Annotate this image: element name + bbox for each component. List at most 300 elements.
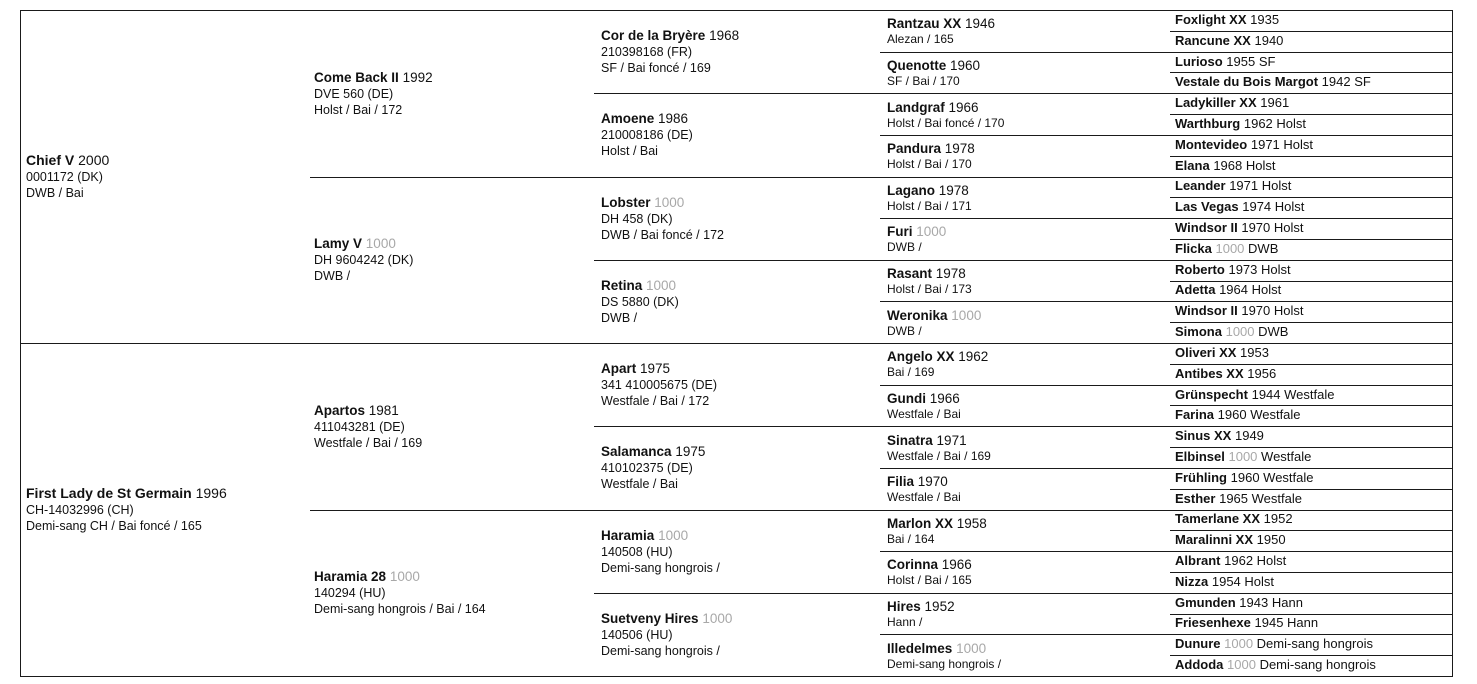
horse-name: Montevideo (1175, 137, 1248, 152)
horse-name: Vestale du Bois Margot (1175, 74, 1319, 89)
horse-entry (887, 474, 961, 505)
row-separator (1170, 530, 1452, 531)
horse-name-line (1175, 553, 1286, 568)
horse-entry-parent (26, 152, 109, 201)
horse-detail: DH 9604242 (DK) (314, 253, 414, 267)
horse-name-line (1175, 54, 1275, 69)
horse-breed: Westfale (1263, 470, 1314, 485)
horse-name-line (887, 557, 972, 573)
horse-name: Maralinni XX (1175, 532, 1254, 547)
horse-name: Quenotte (887, 58, 947, 73)
horse-year: 1943 (1239, 595, 1269, 610)
horse-name: Tamerlane XX (1175, 511, 1261, 526)
horse-name-line (887, 100, 1004, 116)
horse-name: Antibes XX (1175, 366, 1244, 381)
horse-name-line (1175, 657, 1376, 672)
horse-name: Haramia (601, 528, 655, 543)
horse-entry (1175, 657, 1376, 672)
horse-name-line (887, 349, 988, 365)
horse-name-line (1175, 615, 1318, 630)
horse-detail: Holst / Bai / 170 (887, 157, 972, 171)
horse-year: 1958 (956, 516, 987, 531)
horse-year: 1945 (1254, 615, 1284, 630)
horse-year: 1952 (1263, 511, 1293, 526)
horse-detail: Demi-sang CH / Bai foncé / 165 (26, 519, 202, 533)
horse-breed: Demi-sang hongrois (1256, 636, 1374, 651)
horse-entry (1175, 511, 1293, 526)
row-separator (1170, 489, 1452, 490)
horse-year: 1960 (1230, 470, 1260, 485)
horse-year: 1000 (1228, 449, 1258, 464)
horse-entry (601, 443, 705, 492)
horse-name-line (887, 141, 975, 157)
horse-year: 1973 (1228, 262, 1258, 277)
horse-year: 1000 (956, 641, 987, 656)
border-right (1452, 10, 1453, 677)
horse-name: Corinna (887, 557, 939, 572)
horse-detail: 411043281 (DE) (314, 420, 405, 434)
horse-detail: DS 5880 (DK) (601, 295, 679, 309)
horse-detail: 140294 (HU) (314, 586, 386, 600)
horse-entry (887, 308, 981, 339)
horse-year: 1965 (1219, 491, 1249, 506)
horse-entry (1175, 491, 1302, 506)
horse-year: 1962 (1224, 553, 1254, 568)
horse-breed: Westfale (1261, 449, 1312, 464)
horse-detail: Demi-sang hongrois / (601, 644, 720, 658)
horse-breed: Holst (1261, 178, 1292, 193)
horse-year: 1992 (402, 70, 433, 85)
horse-year: 1970 (917, 474, 948, 489)
horse-detail: 210398168 (FR) (601, 45, 693, 59)
horse-year: 1000 (1225, 324, 1255, 339)
row-separator (1170, 655, 1452, 656)
horse-name-line (1175, 470, 1314, 485)
horse-name-line (601, 27, 739, 44)
horse-name-line (887, 516, 987, 532)
horse-breed: Holst (1245, 158, 1276, 173)
horse-entry (1175, 199, 1304, 214)
row-separator (1170, 114, 1452, 115)
horse-detail: DWB / Bai foncé / 172 (601, 228, 724, 242)
row-separator (880, 52, 1452, 53)
horse-name-line (601, 277, 679, 294)
horse-year: 2000 (78, 152, 110, 168)
horse-entry (887, 391, 961, 422)
horse-year: 1961 (1260, 95, 1290, 110)
horse-name-line (26, 152, 109, 169)
horse-breed: SF (1258, 54, 1276, 69)
horse-name: Sinatra (887, 433, 933, 448)
horse-year: 1974 (1242, 199, 1272, 214)
horse-name-line (1175, 324, 1288, 339)
horse-year: 1000 (916, 224, 947, 239)
horse-entry (601, 27, 739, 76)
row-separator (1170, 447, 1452, 448)
horse-entry (887, 349, 988, 380)
horse-year: 1966 (948, 100, 979, 115)
row-separator (880, 551, 1452, 552)
horse-name-line (887, 474, 961, 490)
horse-entry (887, 266, 972, 297)
horse-name: Lagano (887, 183, 936, 198)
horse-name-line (1175, 220, 1304, 235)
horse-name: Furi (887, 224, 913, 239)
horse-name: Illedelmes (887, 641, 953, 656)
horse-name-line (887, 308, 981, 324)
horse-name: Gmunden (1175, 595, 1236, 610)
horse-detail: Westfale / Bai / 169 (887, 449, 991, 463)
horse-name-line (1175, 532, 1286, 547)
horse-entry (887, 557, 972, 588)
horse-detail: DVE 560 (DE) (314, 87, 394, 101)
horse-detail: DWB / Bai (26, 186, 84, 200)
horse-name-line (601, 110, 693, 127)
horse-detail: Westfale / Bai (601, 477, 678, 491)
horse-entry (887, 433, 991, 464)
horse-detail: Demi-sang hongrois / Bai / 164 (314, 602, 486, 616)
horse-name: Frühling (1175, 470, 1227, 485)
horse-detail: Westfale / Bai / 169 (314, 436, 423, 450)
horse-entry (1175, 449, 1311, 464)
horse-entry (887, 141, 975, 172)
horse-name: Lamy V (314, 236, 363, 251)
row-separator (1170, 72, 1452, 73)
horse-year: 1000 (389, 569, 420, 584)
horse-entry (1175, 428, 1264, 443)
horse-year: 1000 (658, 528, 689, 543)
horse-name: Las Vegas (1175, 199, 1239, 214)
horse-name: Leander (1175, 178, 1226, 193)
horse-year: 1956 (1247, 366, 1277, 381)
horse-name-line (601, 610, 732, 627)
border-top (20, 10, 1452, 11)
horse-year: 1955 (1226, 54, 1256, 69)
horse-name: Apart (601, 361, 637, 376)
horse-entry (887, 100, 1004, 131)
horse-name-line (1175, 137, 1313, 152)
horse-year: 1960 (1217, 407, 1247, 422)
horse-detail: 210008186 (DE) (601, 128, 693, 142)
horse-detail: Bai / 164 (887, 532, 935, 546)
horse-year: 1954 (1211, 574, 1241, 589)
horse-name: Hires (887, 599, 921, 614)
horse-name: Come Back II (314, 70, 399, 85)
horse-name-line (887, 599, 955, 615)
horse-breed: SF (1354, 74, 1371, 89)
horse-breed: Holst (1273, 303, 1304, 318)
horse-entry (887, 224, 946, 255)
horse-name-line (1175, 262, 1291, 277)
horse-year: 1975 (675, 444, 706, 459)
horse-detail: 140508 (HU) (601, 545, 673, 559)
horse-name-line (887, 183, 972, 199)
horse-year: 1000 (951, 308, 982, 323)
horse-name: Roberto (1175, 262, 1225, 277)
horse-year: 1986 (658, 111, 689, 126)
horse-detail: Holst / Bai (601, 144, 658, 158)
horse-breed: DWB (1248, 241, 1279, 256)
horse-entry (1175, 95, 1289, 110)
horse-name: Adetta (1175, 282, 1216, 297)
horse-detail: Bai / 169 (887, 365, 935, 379)
horse-name-line (1175, 574, 1274, 589)
horse-name: Friesenhexe (1175, 615, 1251, 630)
horse-name: Albrant (1175, 553, 1221, 568)
horse-entry (1175, 220, 1304, 235)
horse-name: Gundi (887, 391, 926, 406)
horse-entry (887, 58, 980, 89)
horse-entry (601, 110, 693, 159)
horse-detail: DH 458 (DK) (601, 212, 673, 226)
horse-name: Addoda (1175, 657, 1224, 672)
horse-breed: Holst (1261, 262, 1291, 277)
horse-year: 1966 (929, 391, 960, 406)
horse-entry (1175, 553, 1286, 568)
horse-name-line (1175, 241, 1278, 256)
horse-detail: Westfale / Bai (887, 490, 961, 504)
horse-name: Dunure (1175, 636, 1221, 651)
horse-breed: DWB (1258, 324, 1289, 339)
horse-name: Grünspecht (1175, 387, 1248, 402)
horse-year: 1946 (965, 16, 996, 31)
horse-breed: Hann (1271, 595, 1303, 610)
horse-name: Apartos (314, 403, 366, 418)
horse-name: Amoene (601, 111, 655, 126)
horse-name: Salamanca (601, 444, 672, 459)
horse-entry (887, 516, 987, 547)
horse-year: 1000 (1224, 636, 1254, 651)
horse-entry (314, 568, 486, 617)
horse-name: Chief V (26, 152, 75, 168)
row-separator (1170, 405, 1452, 406)
horse-breed: Westfale (1250, 407, 1301, 422)
horse-name-line (26, 485, 227, 502)
horse-name-line (1175, 282, 1281, 297)
horse-entry (1175, 241, 1278, 256)
row-separator (880, 135, 1452, 136)
horse-name: Retina (601, 278, 643, 293)
horse-detail: CH-14032996 (CH) (26, 503, 134, 517)
horse-detail: DWB / (887, 324, 922, 338)
horse-year: 1000 (654, 195, 685, 210)
horse-breed: Holst (1274, 199, 1305, 214)
horse-year: 1000 (1227, 657, 1256, 672)
row-separator (1170, 364, 1452, 365)
horse-entry (1175, 12, 1279, 27)
horse-entry (601, 527, 720, 576)
horse-detail: Holst / Bai foncé / 170 (887, 116, 1005, 130)
horse-name-line (1175, 199, 1304, 214)
horse-name-line (1175, 387, 1334, 402)
horse-name-line (601, 360, 717, 377)
horse-year: 1962 (1243, 116, 1273, 131)
horse-detail: Holst / Bai / 165 (887, 573, 972, 587)
horse-entry (1175, 387, 1334, 402)
horse-name-line (1175, 12, 1279, 27)
horse-entry (314, 402, 422, 451)
horse-breed: Westfale (1284, 387, 1335, 402)
horse-year: 1968 (1213, 158, 1243, 173)
horse-year: 1968 (709, 28, 740, 43)
horse-name-line (1175, 345, 1269, 360)
horse-entry (1175, 470, 1314, 485)
horse-name-line (887, 391, 961, 407)
row-separator (1170, 197, 1452, 198)
horse-entry (1175, 324, 1288, 339)
horse-detail: DWB / (601, 311, 638, 325)
horse-year: 1944 (1251, 387, 1281, 402)
horse-entry (887, 599, 955, 630)
horse-name-line (601, 527, 720, 544)
horse-name: Foxlight XX (1175, 12, 1247, 27)
horse-name: Flicka (1175, 241, 1212, 256)
horse-year: 1000 (702, 611, 733, 626)
horse-year: 1966 (941, 557, 972, 572)
horse-year: 1996 (195, 485, 227, 501)
horse-entry (1175, 33, 1283, 48)
horse-breed: Holst (1256, 553, 1287, 568)
horse-entry-parent (26, 485, 227, 534)
horse-name: Cor de la Bryère (601, 28, 706, 43)
horse-name-line (1175, 595, 1303, 610)
horse-detail: Hann / (887, 615, 923, 629)
horse-detail: Alezan / 165 (887, 32, 954, 46)
horse-year: 1962 (958, 349, 989, 364)
horse-name: Esther (1175, 491, 1216, 506)
horse-name-line (1175, 303, 1304, 318)
row-separator (1170, 322, 1452, 323)
horse-name-line (314, 568, 486, 585)
horse-entry (601, 277, 679, 326)
horse-year: 1971 (1229, 178, 1259, 193)
horse-year: 1940 (1254, 33, 1284, 48)
horse-breed: Hann (1287, 615, 1319, 630)
horse-name: Lurioso (1175, 54, 1223, 69)
horse-detail: Westfale / Bai (887, 407, 961, 421)
row-separator (594, 426, 1452, 427)
row-separator (880, 218, 1452, 219)
horse-name: Warthburg (1175, 116, 1241, 131)
row-separator (594, 593, 1452, 594)
row-separator (594, 260, 1452, 261)
horse-name: Angelo XX (887, 349, 955, 364)
horse-name-line (1175, 366, 1276, 381)
horse-entry (1175, 262, 1291, 277)
horse-name-line (1175, 74, 1371, 89)
horse-entry (314, 235, 413, 284)
horse-year: 1978 (938, 183, 969, 198)
horse-breed: Holst (1273, 220, 1304, 235)
horse-year: 1000 (365, 236, 396, 251)
horse-name-line (887, 224, 946, 240)
horse-entry (1175, 74, 1371, 89)
horse-name-line (887, 266, 972, 282)
horse-name-line (314, 69, 433, 86)
horse-entry (887, 16, 995, 47)
horse-detail: DWB / (887, 240, 922, 254)
horse-year: 1953 (1240, 345, 1269, 360)
horse-name: Haramia 28 (314, 569, 387, 584)
horse-name: Filia (887, 474, 915, 489)
horse-breed: Holst (1244, 574, 1275, 589)
horse-year: 1960 (950, 58, 981, 73)
horse-detail: Holst / Bai / 171 (887, 199, 972, 213)
horse-name-line (1175, 491, 1302, 506)
horse-name-line (1175, 511, 1293, 526)
horse-name-line (601, 194, 724, 211)
horse-name: Elana (1175, 158, 1210, 173)
horse-year: 1971 (1250, 137, 1280, 152)
horse-year: 1978 (935, 266, 966, 281)
horse-entry (1175, 595, 1303, 610)
horse-name-line (887, 16, 995, 32)
horse-name: Landgraf (887, 100, 945, 115)
horse-year: 1949 (1234, 428, 1264, 443)
row-separator (1170, 572, 1452, 573)
horse-year: 1935 (1250, 12, 1280, 27)
horse-breed: Westfale (1251, 491, 1302, 506)
horse-name-line (314, 235, 413, 252)
horse-detail: Demi-sang hongrois / (887, 657, 1002, 671)
horse-name: Pandura (887, 141, 942, 156)
horse-name-line (1175, 428, 1264, 443)
horse-name-line (1175, 95, 1289, 110)
horse-name-line (887, 641, 1001, 657)
row-separator (1170, 239, 1452, 240)
horse-name-line (601, 443, 705, 460)
horse-year: 1978 (944, 141, 975, 156)
horse-entry (1175, 116, 1306, 131)
horse-name-line (1175, 636, 1373, 651)
horse-entry (1175, 615, 1318, 630)
row-separator (1170, 31, 1452, 32)
horse-year: 1970 (1241, 220, 1271, 235)
horse-year: 1964 (1219, 282, 1248, 297)
row-separator (880, 301, 1452, 302)
horse-entry (887, 183, 972, 214)
horse-entry (601, 610, 732, 659)
horse-name: Weronika (887, 308, 948, 323)
horse-breed: Holst (1283, 137, 1314, 152)
horse-name: Farina (1175, 407, 1215, 422)
horse-name: Rancune XX (1175, 33, 1251, 48)
border-bottom (20, 676, 1452, 677)
horse-name: Marlon XX (887, 516, 954, 531)
horse-detail: Holst / Bai / 172 (314, 103, 403, 117)
horse-detail: 140506 (HU) (601, 628, 673, 642)
horse-detail: Holst / Bai / 173 (887, 282, 972, 296)
horse-entry (1175, 54, 1275, 69)
row-separator (880, 468, 1452, 469)
horse-breed: Holst (1251, 282, 1282, 297)
horse-entry (1175, 137, 1313, 152)
horse-entry (1175, 282, 1281, 297)
horse-entry (1175, 407, 1301, 422)
horse-entry (887, 641, 1001, 672)
horse-year: 1000 (1215, 241, 1245, 256)
horse-name: Elbinsel (1175, 449, 1225, 464)
horse-name: Lobster (601, 195, 651, 210)
row-separator (20, 343, 1452, 344)
horse-name: First Lady de St Germain (26, 485, 192, 501)
horse-name: Simona (1175, 324, 1222, 339)
horse-entry (1175, 574, 1274, 589)
row-separator (880, 385, 1452, 386)
horse-name: Suetveny Hires (601, 611, 699, 626)
horse-name: Rantzau XX (887, 16, 962, 31)
horse-name: Oliveri XX (1175, 345, 1237, 360)
